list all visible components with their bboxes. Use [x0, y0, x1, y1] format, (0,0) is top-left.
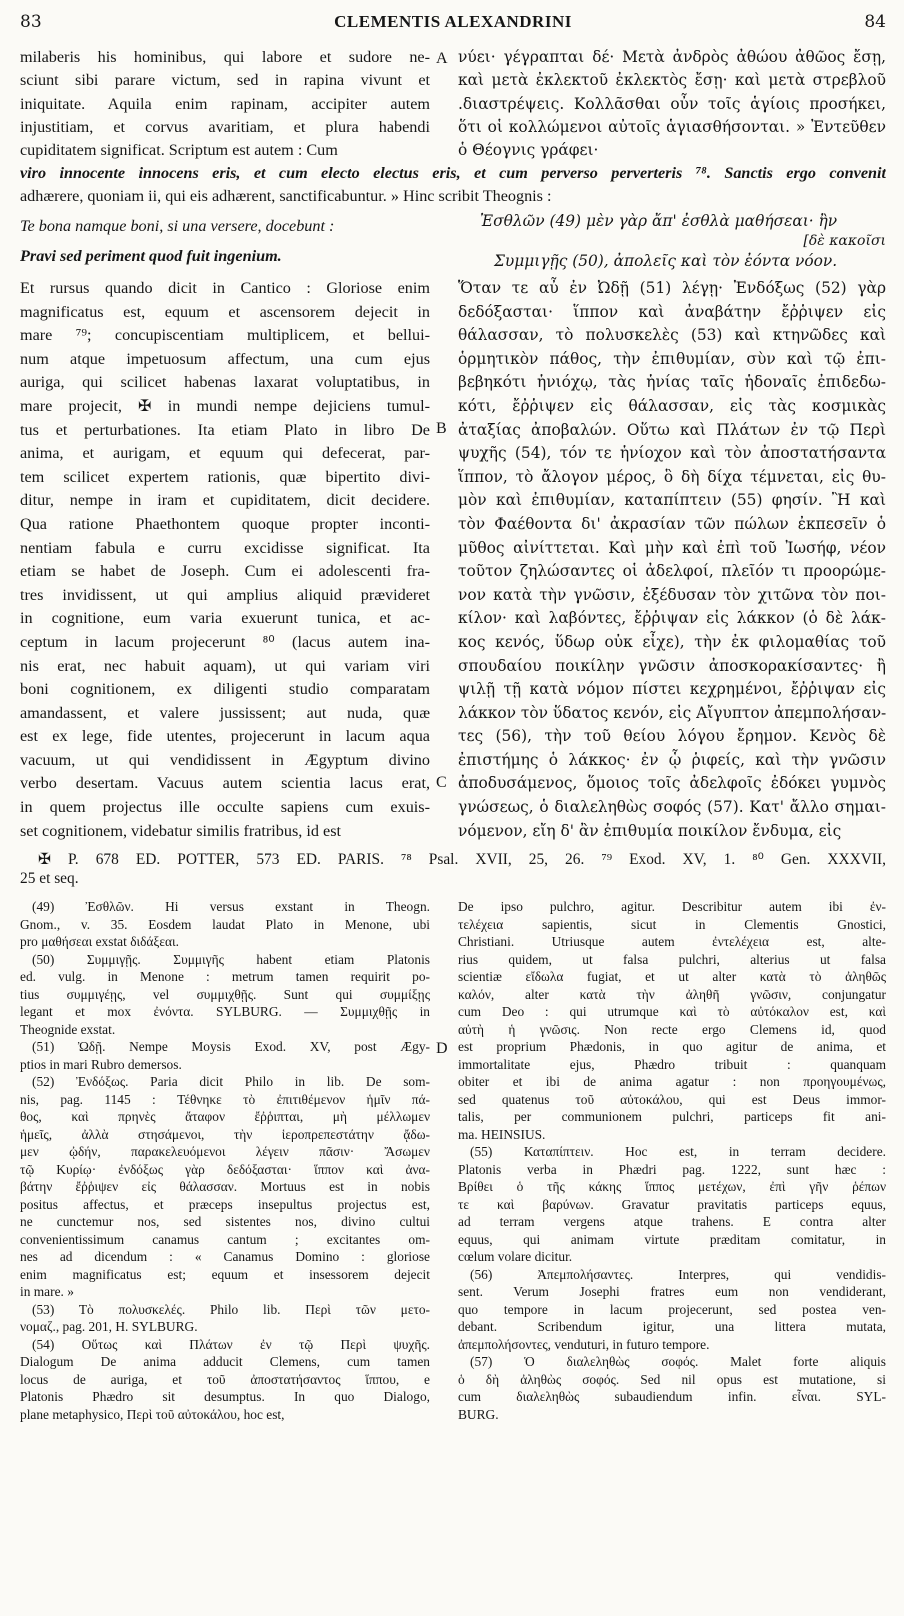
main-right-2-line: μῦθος αἰνίττεται. Καὶ μὴν καὶ ἐπὶ τοῦ Ἰωσήφ, νέον [458, 538, 886, 557]
notes-left-line: (54) Οὕτως καὶ Πλάτων ἐν τῷ Περὶ ψυχῆς. [32, 1336, 430, 1352]
main-right-2-line: λάκκον τὸν ὕδατος κενόν, εἰς Αἴγυπτον ἀπεμπολήσαν- [458, 703, 886, 722]
notes-right-line: ὁ δὴ ἀληθὼς σοφός. Sed nil opus est mutatione, si [458, 1371, 886, 1387]
main-right-2-line: νόμενον, εἴη δ' ἂν ἐπιθυμία ποικίλον ἔνδυμα, εἰς [458, 821, 842, 840]
notes-right-line: cum διαλεληθὼς subaudiendum infin. εἶναι. SYL- [458, 1389, 886, 1404]
greek-verse-line-1: Ἐσθλῶν (49) μὲν γὰρ ἄπ' ἐσθλὰ μαθήσεαι· ἢν [480, 212, 838, 230]
notes-left-line: (51) Ὠδῇ. Nempe Moysis Exod. XV, post Ægy- [32, 1039, 430, 1054]
margin-letter-b: B [436, 420, 447, 437]
main-left-2-line: mare projecit, ✠ in mundi nempe dejiciens tumul- [20, 396, 430, 415]
page-number-left: 83 [20, 12, 42, 32]
main-left-2-line: num atque impetuosum affectum, una cum ejus [20, 349, 430, 368]
notes-right-line: ἀπεμπολήσοντες, venduturi, in futuro tempore. [458, 1336, 710, 1352]
notes-left-line: plane metaphysico, Περὶ τοῦ αὐτοκάλου, hoc est, [20, 1406, 285, 1422]
notes-right-line: immortalitate ejus, Phædro tribuit : quanquam [458, 1056, 886, 1072]
notes-left-line: ed. vulg. in Menone : metrum tamen requirit po- [20, 969, 430, 984]
main-left-2-line: tus et perturbationes. Ita etiam Plato in libro De [20, 420, 430, 439]
main-left-top-line: milaberis his hominibus, qui labore et sudore ne- [20, 48, 430, 66]
main-right-2-line: κος κενός, ὕδωρ οὐκ εἶχε), τὴν ἐκ φιλομαθίας τοῦ [458, 632, 886, 651]
main-right-2-line: ψιλῇ τῇ κατὰ νόμον πίστει κεχρημένοι, ἔῤῥιψαν εἰς [458, 680, 886, 699]
main-left-2-line: tem scilicet expertem rationis, quæ bipertito divi- [20, 467, 430, 486]
notes-left-line: (49) Ἐσθλῶν. Hi versus exstant in Theogn. [32, 899, 430, 914]
main-right-2-line: βεβηκότι ἡνιόχῳ, τὰς ἡνίας ταῖς ἡδοναῖς ἐπιδεδω- [458, 373, 886, 392]
main-left-top-line: sciunt sibi parare victum, sed in rapina vivunt et [20, 71, 430, 90]
main-right-top-line: ὁ Θέογνις γράφει· [458, 141, 599, 160]
main-left-2-line: est ex lege, fide utentes, projecerunt in lacum aqua [20, 727, 430, 746]
latin-verse-line-2: Pravi sed periment quod fuit ingenium. [20, 247, 282, 265]
notes-right-line: sed quatenus τοῦ αὐτοκάλου, qui est Deus immor- [458, 1091, 886, 1107]
main-left-2-line: vacuum, ut qui vendidissent in Ægyptum divino [20, 750, 430, 769]
main-left-top-line: iniquitate. Aquila enim rapinam, accipiter autem [20, 94, 430, 113]
main-right-2-line: μὸν καὶ ἐπιθυμίαν, καταπίπτειν (55) φησίν. Ἢ καὶ [458, 491, 886, 510]
notes-left-line: nis, pag. 1145 : Τέθνηκε τὸ ἐπιτιθέμενον ἡμῖν πά- [20, 1091, 430, 1107]
notes-right-line: Christiani. Utriusque autem ἐντελέχεια est, alte- [458, 934, 886, 949]
greek-column-top [458, 46, 886, 162]
notes-right-line: (55) Καταπίπτειν. Hoc est, in terram decidere. [470, 1144, 886, 1159]
notes-right-line: cœlum volare dicitur. [458, 1249, 573, 1264]
main-right-top-line: νύει· γέγραπται δέ· Μετὰ ἀνδρὸς ἀθώου ἀθῶος ἔσῃ, [458, 48, 886, 66]
full-line-1: viro innocente innocens eris, et cum electo electus eris, et cum perverso perverteris ⁷⁸. Sanctis ergo convenit [20, 164, 886, 182]
main-right-2-line: σπουδαίου ποικίλην γνῶσιν ἀποσκορακίσαντες· ἢ [458, 656, 886, 675]
notes-left-line: legant et mox ἐνόντα. SYLBURG. — Συμμιχθῇς in [20, 1004, 430, 1019]
main-right-2-line: Ὅταν τε αὖ ἐν Ὠδῇ (51) λέγῃ· Ἐνδόξως (52) γὰρ [458, 279, 886, 297]
page-header [20, 12, 886, 38]
notes-left-line: ne cunctemur nos, sed sistentes nos, divino cultui [20, 1214, 430, 1229]
main-left-2-line: mare ⁷⁹; concupiscentiam multiplicem, et bellui- [20, 326, 430, 345]
greek-verse [458, 211, 886, 271]
latin-verse [20, 211, 430, 271]
notes-right-line: (56) Ἀπεμπολήσαντες. Interpres, qui vendidis- [470, 1266, 886, 1282]
notes-left-line: (53) Τὸ πολυσκελές. Philo lib. Περὶ τῶν μετο- [32, 1301, 430, 1317]
notes-left-line: (50) Συμμιγῇς. Συμμιγῆς habent etiam Platonis [32, 951, 430, 967]
notes-right-line: scientiæ εἴδωλα fugiat, et ut alter κατὰ τὸ ἀληθῶς [458, 969, 886, 984]
main-left-2-line: etiam se habet de Joseph. Cum ei adolescenti fra- [20, 562, 430, 581]
notes-right-line: obiter et ibi de anima agatur : non προηγουμένως, [458, 1074, 886, 1089]
main-left-top-line: injustitiam, et corvus avaritiam, et plura habendi [20, 117, 430, 136]
main-right-top-line: ὅτι οἱ κολλώμενοι αὐτοῖς ἁγιασθήσονται. » Ἐντεῦθεν [458, 117, 886, 136]
notes-left-line: in mare. » [20, 1284, 74, 1299]
notes-left-line: Gnom., v. 35. Eosdem laudat Plato in Menone, ubi [20, 916, 430, 932]
page-number-right: 84 [864, 12, 886, 32]
notes-left-line: pro μαθήσεαι exstat διδάξεαι. [20, 934, 179, 949]
main-right-top-line: καὶ μετὰ ἐκλεκτοῦ ἐκλεκτὸς ἔσῃ· καὶ μετὰ στρεβλοῦ [458, 71, 886, 90]
notes-left-line: Theognide exstat. [20, 1021, 116, 1037]
full-width-lines [20, 162, 886, 209]
main-left-2-line: verbo desertam. Vacuus autem scientia lacus erat, [20, 774, 430, 793]
notes-right-line: quo tempore in lacum projecerunt, sed postea ven- [458, 1301, 886, 1317]
notes-left-line: ptios in mari Rubro demersos. [20, 1056, 182, 1072]
main-right-2-line: ἐπιστήμης ὁ λάκκος· ἐν ᾧ ῥιφείς, καὶ τὴν γνῶσιν [458, 750, 886, 769]
notes-left-line: convenientissimum canamus cantum ; excitantes om- [20, 1231, 430, 1247]
notes-left-line: (52) Ἐνδόξως. Paria dicit Philo in lib. De som- [32, 1074, 430, 1089]
main-right-2-line: γνώσεως, ὁ διαλεληθὼς σοφός (57). Κατ' ἄλλο σημαι- [458, 798, 886, 817]
notes-right-line: ma. HEINSIUS. [458, 1126, 546, 1142]
main-left-2-line: in cognitione, eum varia exuerunt tunica, et ac- [20, 609, 430, 628]
main-right-2-line: ἀταξίας ἀποβαλών. Οὕτω καὶ Πλάτων ἐν τῷ Περὶ [458, 420, 886, 439]
notes-right-line: τε καὶ βαρύνων. Gravatur pravitatis particeps equus, [458, 1196, 886, 1212]
main-right-2-line: ψυχῆς (54), τόν τε ἡνίοχον καὶ τὸν ἀποστατήσαντα [458, 444, 886, 463]
notes-right-line: debant. Scribendum igitur, una littera mutata, [458, 1319, 886, 1334]
main-right-2-line: ἵππον, τὸ ἄλογον μέρος, ὃ δὴ δίχα τέμνεται, εἰς θυ- [458, 467, 886, 486]
footnote-line-1: ✠ P. 678 ED. POTTER, 573 ED. PARIS. ⁷⁸ Psal. XVII, 25, 26. ⁷⁹ Exod. XV, 1. ⁸⁰ Gen. XXXVII, [38, 851, 886, 868]
latin-verse-line-1: Te bona namque boni, si una versere, docebunt : [20, 217, 335, 235]
margin-letter-d: D [436, 1040, 448, 1057]
main-left-2-line: nentiam fabula e curru excidisse significat. Ita [20, 538, 430, 557]
main-right-2-line: κίλον· καὶ λαβόντες, ἔῤῥιψαν εἰς λάκκον (ὁ δὲ λάκ- [458, 609, 886, 628]
notes-right-line: καλόν, alter κατὰ τὴν ἀληθῆ γνῶσιν, conjungatur [458, 986, 886, 1002]
notes-left-line: enim magnificatus est; equum et insessorem dejecit [20, 1266, 430, 1282]
notes-left-line: Platonis Phædro sit desumptus. In quo Dialogo, [20, 1389, 430, 1404]
notes-right-line: Platonis verba in Phædri pag. 1222, sunt hæc : [458, 1161, 886, 1177]
main-left-top-line: cupiditatem significat. Scriptum est autem : Cum [20, 141, 338, 160]
main-right-2-line: ἀποδυσάμενος, ὅμοιος τοῖς ἀδελφοῖς ἐδόκει γυμνὸς [458, 774, 886, 793]
greek-verse-line-1b: [δὲ κακοῖσι [803, 233, 886, 249]
main-right-2-line: κότι, ἔῤῥιψεν εἰς θάλασσαν, εἰς τὰς κοσμικὰς [458, 396, 886, 415]
latin-column-top [20, 46, 430, 162]
notes-left-line: ἡμεῖς, ἀλλὰ στησάμενοι, τὴν ἱεροπρεπεστάτην ᾄδω- [20, 1126, 430, 1142]
notes-left-line: nes ad dicendum : « Canamus Domino : gloriose [20, 1249, 430, 1264]
notes-right-line: αὐτὴ ἡ γνῶσις. Non recte ergo Clemens id, quod [458, 1021, 886, 1037]
main-right-2-line: τες (56), τὴν τοῦ θείου λόγου ἔρημον. Κενὸς δὲ [458, 727, 886, 746]
main-left-2-line: boni cognitionem, ex diligenti studio comparatam [20, 680, 430, 699]
notes-right-line: talis, per communionem pulchri, particeps fit ani- [458, 1109, 886, 1124]
notes-left-line: tius συμμιγέῃς, vel συμμιχθῇς. Sunt qui συμμίξῃς [20, 986, 430, 1002]
notes-column-right [458, 898, 886, 1423]
margin-letter-a: A [436, 50, 448, 67]
main-left-2-line: magnificatus est, equum et ascensorem dejecit in [20, 302, 430, 321]
notes-right-line: cum Deo : qui utrumque καὶ τὸ αὐτόκαλον est, καὶ [458, 1004, 886, 1019]
notes-column-left [20, 898, 430, 1423]
main-left-2-line: tres invidissent, ut qui amplius aliquid prævideret [20, 585, 430, 604]
main-left-2-line: set cognitionem, videbatur similis fratribus, id est [20, 821, 341, 840]
footnote-references [20, 850, 886, 888]
notes-left-line: μεν ᾠδήν, παρακελευόμενοι λέγειν πᾶσιν· Ἄσωμεν [20, 1144, 430, 1159]
latin-column-main [20, 277, 430, 843]
main-right-top-line: .διαστρέψεις. Κολλᾶσθαι οὖν τοῖς ἁγίοις προσήκει, [458, 94, 886, 113]
main-left-2-line: in quem projectus ille occulte sapiens cum exuis- [20, 798, 430, 817]
main-right-2-line: τὸν Φαέθοντα δι' ἀκρασίαν τῶν πώλων ἐκπεσεῖν ὁ [458, 514, 886, 533]
notes-right-line: τελέχεια sapientis, sicut in Clementis Gnostici, [458, 916, 886, 932]
notes-left-line: θος, καὶ πρηνὲς ἄταφον ἔῤῥιπται, μὴ μέλλωμεν [20, 1109, 430, 1124]
notes-left-line: locus de auriga, et τοῦ ἀποστατήσαντος ἵππου, e [20, 1371, 430, 1387]
main-right-2-line: θάλασσαν, τὸ πολυσκελὲς (53) καὶ κτηνῶδες καὶ [458, 326, 886, 345]
notes-left-line: νομαζ., pag. 201, H. SYLBURG. [20, 1319, 198, 1334]
footnote-line-2: 25 et seq. [20, 870, 79, 887]
main-left-2-line: Qua ratione Phaethontem quoque propter inconti- [20, 514, 430, 533]
notes-right-line: (57) Ὁ διαλεληθὼς σοφός. Malet forte aliquis [470, 1354, 886, 1369]
notes-right-line: rius quidem, ut falsa pulchri, alterius ut falsa [458, 951, 886, 967]
main-left-2-line: Et rursus quando dicit in Cantico : Gloriose enim [20, 279, 430, 297]
notes-right-line: BURG. [458, 1406, 499, 1422]
notes-left-line: positus affectus, et præceps insepultus projectus est, [20, 1196, 430, 1212]
full-line-2: adhærere, quoniam ii, qui eis adhærent, sanctificabuntur. » Hinc scribit Theognis : [20, 187, 552, 206]
main-left-2-line: anima, et aurigam, et equum qui defecerat, par- [20, 444, 430, 463]
notes-right-line: sent. Verum Josephi fratres eum non vendiderant, [458, 1284, 886, 1299]
main-left-2-line: auriga, qui scilicet habenas laxarat voluptatibus, in [20, 373, 430, 392]
running-title: CLEMENTIS ALEXANDRINI [334, 12, 572, 31]
notes-left-line: βάτην ἔῤῥιψεν εἰς θάλασσαν. Mortuus est in nobis [20, 1179, 430, 1194]
greek-verse-line-2: Συμμιγῇς (50), ἀπολεῖς καὶ τὸν ἐόντα νόον. [494, 252, 838, 270]
main-right-2-line: τοῦτον ζηλώσαντες οἱ ἀδελφοί, πλεῖόν τι προορώμε- [458, 562, 886, 581]
main-left-2-line: nis erat, nec habuit aquam), ut qui variam viri [20, 656, 430, 675]
greek-column-main [458, 277, 886, 843]
main-left-2-line: ditur, nempe in iram et cupiditatem, dicit decidere. [20, 491, 430, 510]
main-left-2-line: ceptum in lacum projecerunt ⁸⁰ (lacus autem ina- [20, 632, 430, 651]
main-right-2-line: νον κατὰ τὴν γνῶσιν, ἐξέδυσαν τὸν χιτῶνα τὸν ποι- [458, 585, 886, 604]
notes-left-line: Dialogum De anima adducit Clemens, cum tamen [20, 1354, 430, 1369]
main-left-2-line: amandassent, et valere jussissent; aut nuda, quæ [20, 703, 430, 722]
margin-letter-c: C [436, 774, 447, 791]
notes-right-line: equus, qui animam virtute præditam comitatur, in [458, 1231, 886, 1247]
main-right-2-line: δεδόξασται· ἵππον καὶ ἀναβάτην ἔῤῥιψεν εἰς [458, 302, 886, 321]
notes-right-line: Βρίθει ὁ τῆς κάκης ἵππος μετέχων, ἐπὶ γῆν ῥέπων [458, 1179, 886, 1194]
notes-right-line: ad terram vergens atque trahens. E contra alter [458, 1214, 886, 1229]
main-right-2-line: ὁρμητικὸν πάθος, τὴν ἐπιθυμίαν, σὺν καὶ τῷ ἐπι- [458, 349, 886, 368]
notes-left-line: τῷ Κυρίῳ· ἐνδόξως γὰρ δεδόξασται· ἵππον καὶ ἀνα- [20, 1161, 430, 1177]
notes-right-line: est proprium Phædonis, in quo agitur de anima, et [458, 1039, 886, 1054]
notes-right-line: De ipso pulchro, agitur. Describitur autem ibi ἐν- [458, 899, 886, 914]
